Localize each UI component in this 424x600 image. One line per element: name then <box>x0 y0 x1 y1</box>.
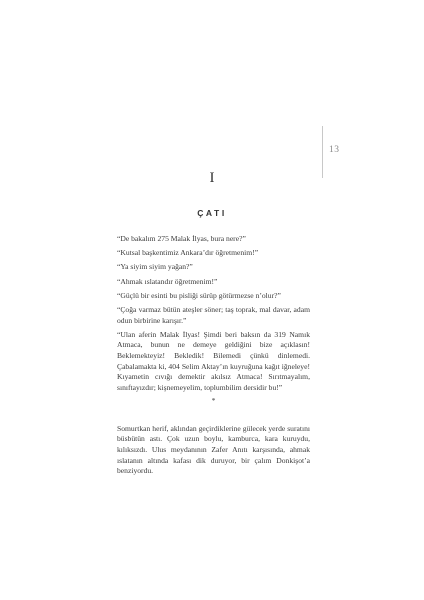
chapter-numeral: I <box>209 170 215 186</box>
dialogue-line: “De bakalım 275 Malak İlyas, bura nere?” <box>117 234 246 243</box>
dialogue-line: “Ahmak ıslatandır öğretmenim!” <box>117 276 218 286</box>
chapter-title: ÇATI <box>197 208 227 218</box>
dialogue-line: “Kutsal başkentimiz Ankara’dır öğretmenim!” <box>117 248 259 258</box>
page-number: 13 <box>329 145 340 155</box>
dialogue-line: “Ulan aferin Malak İlyas! Şimdi beri baksın da 319 Namık Atmaca, bunun ne demeye geldiğini bize açıklasın! Beklemekteyiz! Bekledik! Bilemedi çünkü dinlemedi. Çabalamakta ki, 404 Selim Aktay’ın kuyruğuna kağıt iğneleye! Kıyametin cıvığı demektir akılsız Atmaca! Sırıtmayalım, sınıftayızdır; kişnemeyelim, toplumbilim dersidir bu!” <box>117 329 310 392</box>
body-text <box>117 234 310 477</box>
narration-paragraph: Somurtkan herif, aklından geçirdiklerine gülecek yerde suratını büsbütün astı. Çok uzun boylu, kamburca, kara kuruydu, kılıksızdı. Ulus meydanının Zafer Anıtı karşısında, ahmak ıslatanın altında kafası dik duruyor, bir çalım Donkişot’a benziyordu. <box>117 423 310 476</box>
dialogue-line: “Ya siyim siyim yağan?” <box>117 262 193 272</box>
dialogue-line: “Çoğa varmaz bütün ateşler söner; taş toprak, mal davar, adam odun birbirine karışır.” <box>117 304 310 325</box>
dialogue-line: “Güçlü bir esinti bu pisliği sürüp götürmezse n’olur?” <box>117 290 281 300</box>
section-separator: * <box>211 395 216 405</box>
